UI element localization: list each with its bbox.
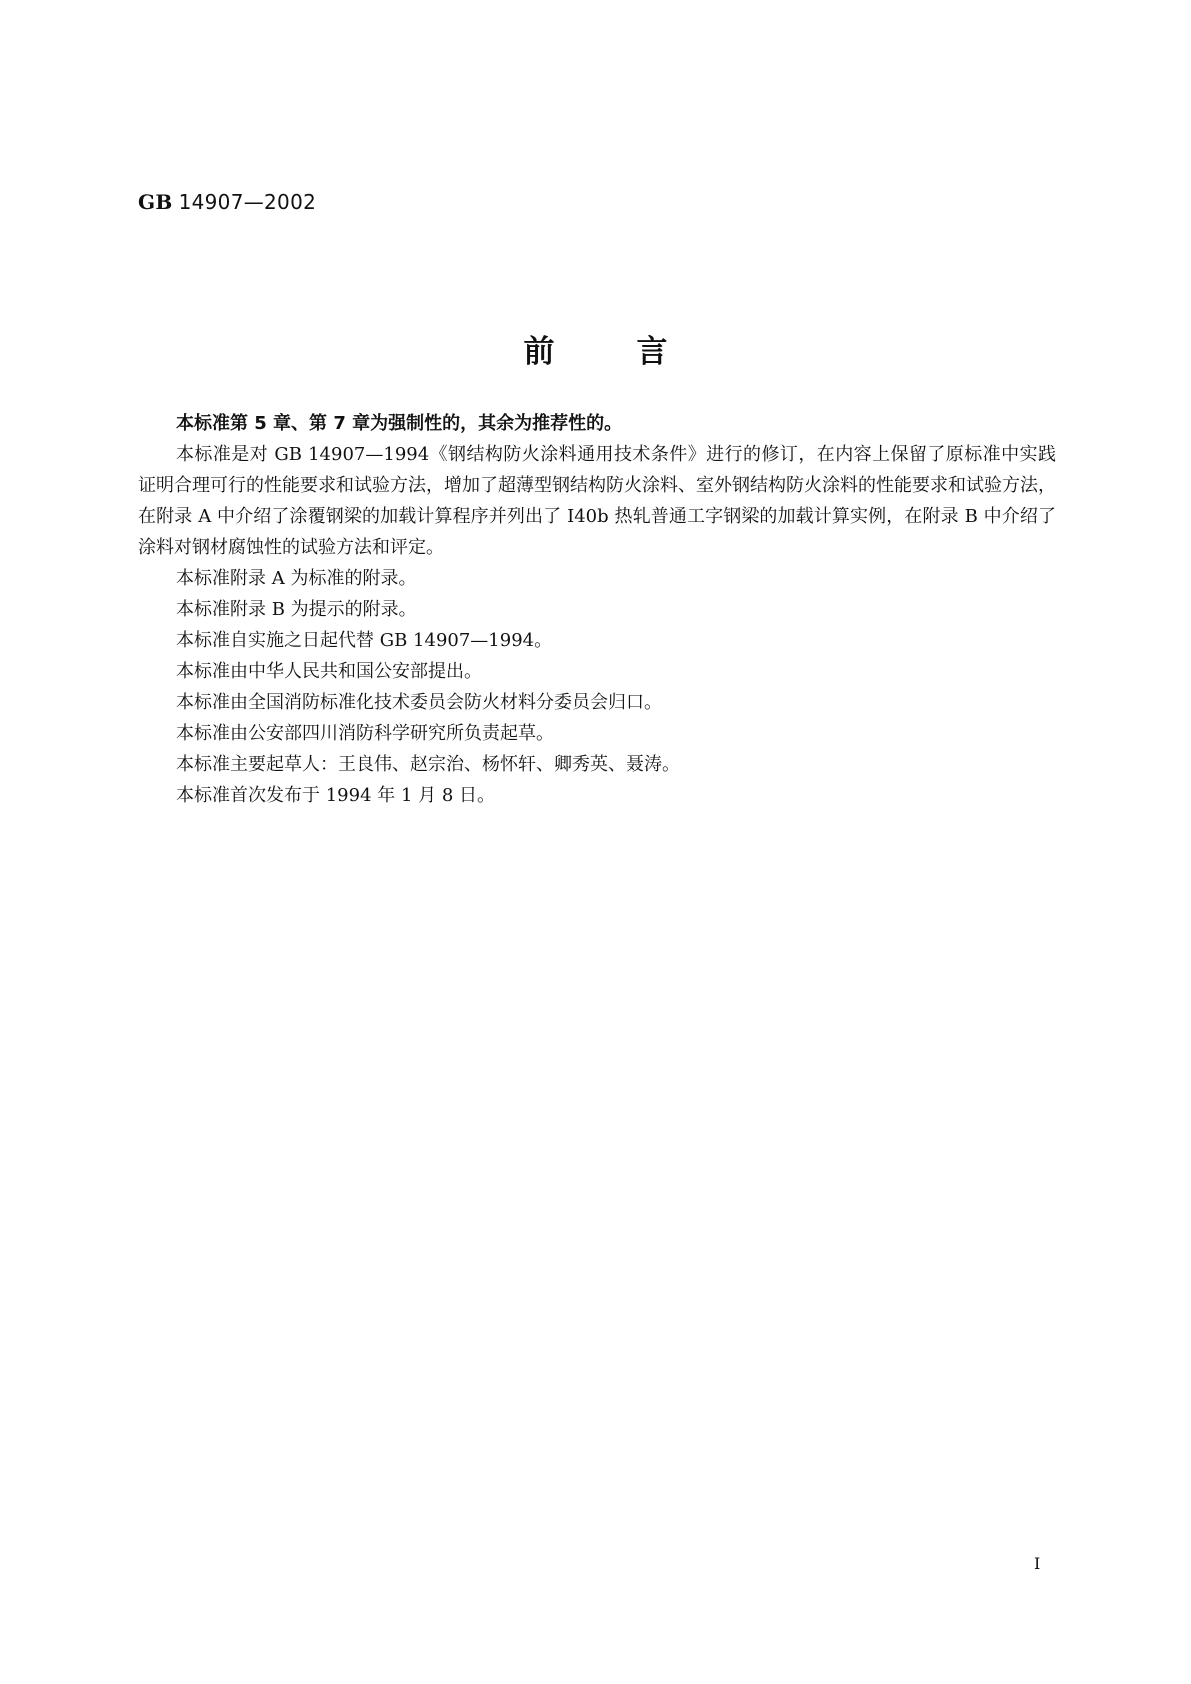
first-release-statement: 本标准首次发布于 1994 年 1 月 8 日。 <box>176 785 496 806</box>
foreword-body <box>138 408 1056 811</box>
drafters-statement: 本标准主要起草人：王良伟、赵宗治、杨怀轩、卿秀英、聂涛。 <box>176 754 680 775</box>
standard-code: 14907—2002 <box>178 190 317 214</box>
proposer-statement: 本标准由中华人民共和国公安部提出。 <box>176 661 482 682</box>
drafting-organization-statement: 本标准由公安部四川消防科学研究所负责起草。 <box>176 723 554 744</box>
annex-b-statement: 本标准附录 B 为提示的附录。 <box>176 599 417 620</box>
revision-summary-paragraph: 本标准是对 GB 14907—1994《钢结构防火涂料通用技术条件》进行的修订，在内容上保留了原标准中实践证明合理可行的性能要求和试验方法，增加了超薄型钢结构防火涂料、室外钢结构防火涂料的性能要求和试验方法，在附录 A 中介绍了涂覆钢梁的加载计算程序并列出了 I40b 热轧普通工字钢梁的加载计算实例，在附录 B 中介绍了涂料对钢材腐蚀性的试验方法和评定。 <box>138 444 1056 558</box>
administrator-statement: 本标准由全国消防标准化技术委员会防火材料分委员会归口。 <box>176 692 662 713</box>
replacement-statement: 本标准自实施之日起代替 GB 14907—1994。 <box>176 630 553 651</box>
page-title: 前言 <box>523 334 750 370</box>
page-number: I <box>1034 1554 1041 1573</box>
annex-a-statement: 本标准附录 A 为标准的附录。 <box>176 568 417 589</box>
standard-prefix: GB <box>138 190 173 214</box>
mandatory-clause-statement: 本标准第 5 章、第 7 章为强制性的，其余为推荐性的。 <box>176 413 623 434</box>
standard-number-header <box>138 190 316 214</box>
